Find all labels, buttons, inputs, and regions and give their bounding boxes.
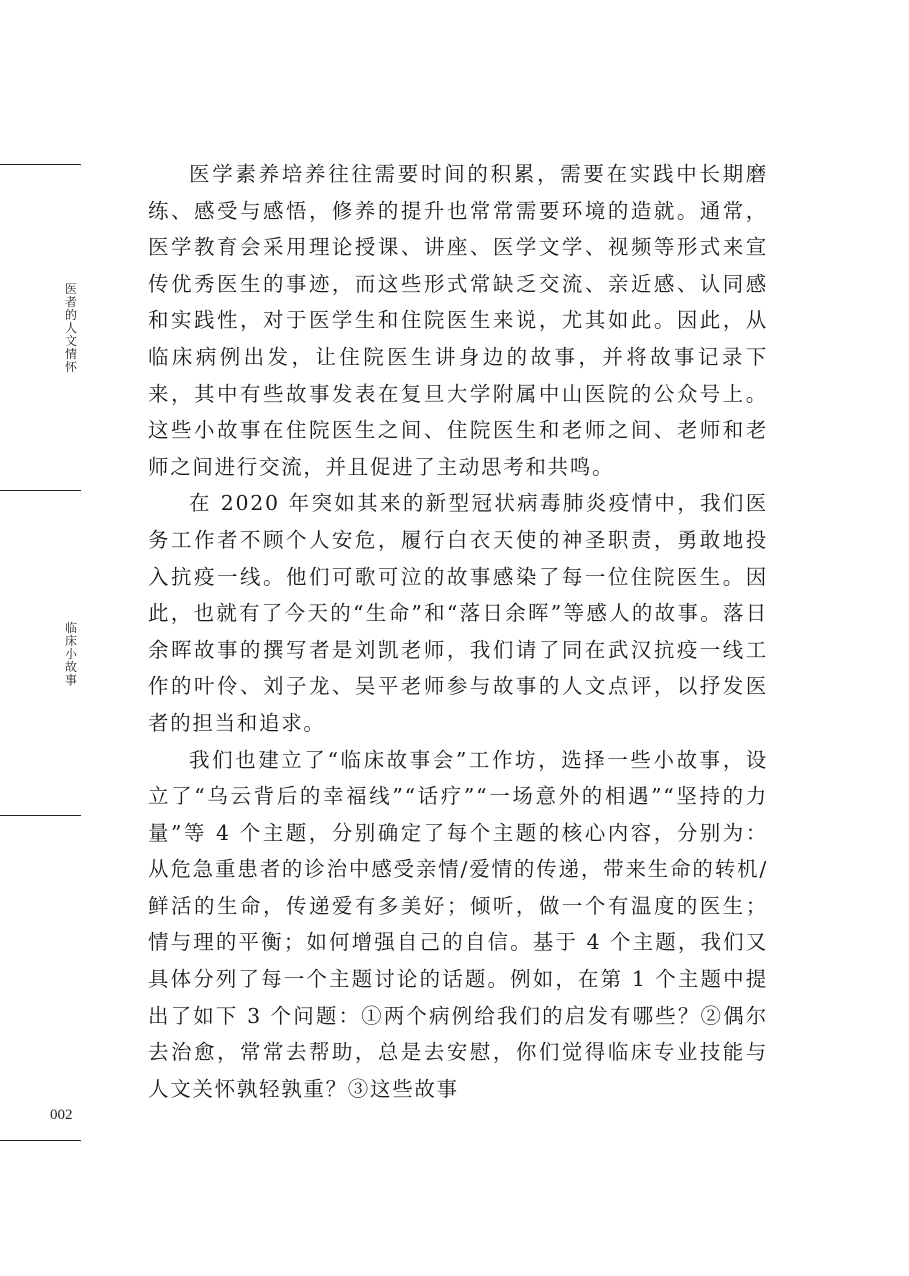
margin-rule-lower: [0, 815, 81, 816]
section-title: 临床小故事: [64, 621, 77, 687]
paragraph: 医学素养培养往往需要时间的积累，需要在实践中长期磨练、感受与感悟，修养的提升也常常需要环境的造就。通常，医学教育会采用理论授课、讲座、医学文学、视频等形式来宣传优秀医生的事迹，而这些形式常缺乏交流、亲近感、认同感和实践性，对于医学生和住院医生来说，尤其如此。因此，从临床病例出发，让住院医生讲身边的故事，并将故事记录下来，其中有些故事发表在复旦大学附属中山医院的公众号上。这些小故事在住院医生之间、住院医生和老师之间、老师和老师之间进行交流，并且促进了主动思考和共鸣。: [148, 162, 768, 479]
page-number: 002: [50, 1107, 73, 1123]
running-title: 医者的人文情怀: [64, 282, 77, 374]
paragraph: 在 2020 年突如其来的新型冠状病毒肺炎疫情中，我们医务工作者不顾个人安危，履行白衣天使的神圣职责，勇敢地投入抗疫一线。他们可歌可泣的故事感染了每一位住院医生。因此，也就有了今天的“生命”和“落日余晖”等感人的故事。落日余晖故事的撰写者是刘凯老师，我们请了同在武汉抗疫一线工作的叶伶、刘子龙、吴平老师参与故事的人文点评，以抒发医者的担当和追求。: [148, 491, 768, 735]
margin-rule-middle: [0, 490, 81, 491]
body-text: [148, 156, 768, 1107]
paragraph: 我们也建立了“临床故事会”工作坊，选择一些小故事，设立了“乌云背后的幸福线”“话疗”“一场意外的相遇”“坚持的力量”等 4 个主题，分别确定了每个主题的核心内容，分别为：从危急重患者的诊治中感受亲情/爱情的传递，带来生命的转机/鲜活的生命，传递爱有多美好；倾听，做一个有温度的医生；情与理的平衡；如何增强自己的自信。基于 4 个主题，我们又具体分列了每一个主题讨论的话题。例如，在第 1 个主题中提出了如下 3 个问题：①两个病例给我们的启发有哪些？②偶尔去治愈，常常去帮助，总是去安慰，你们觉得临床专业技能与人文关怀孰轻孰重？③这些故事: [148, 747, 768, 1101]
margin-rule-top: [0, 164, 81, 165]
margin-rule-bottom: [0, 1140, 81, 1141]
